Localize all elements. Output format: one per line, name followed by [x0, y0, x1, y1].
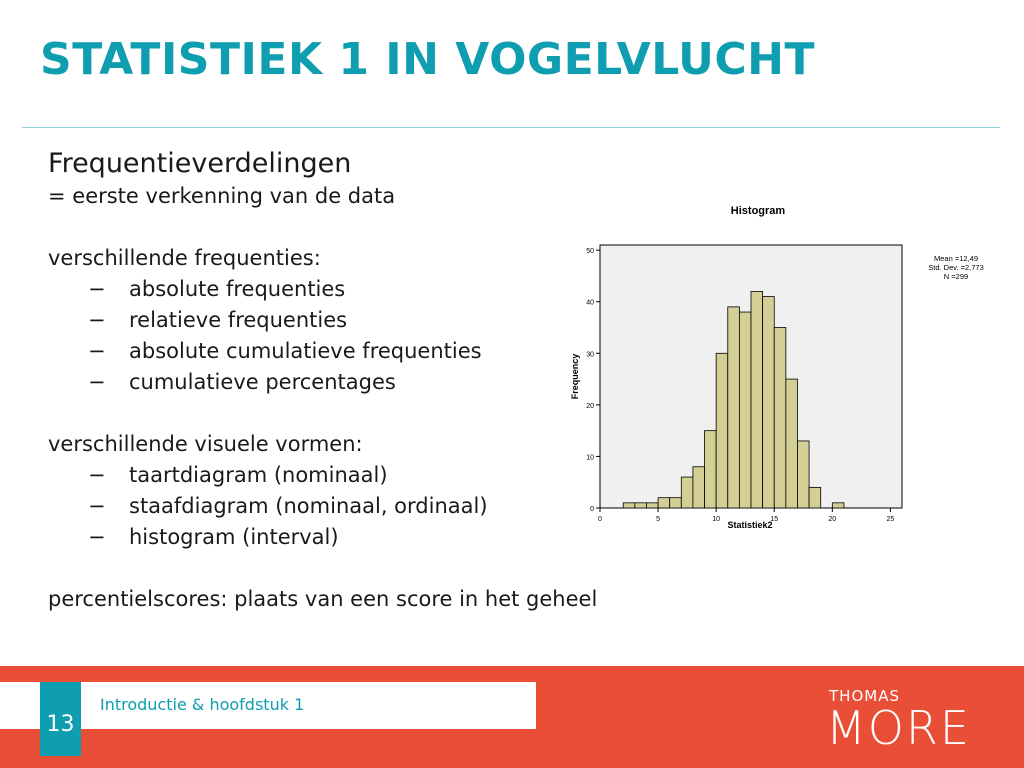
logo-thomas: THOMAS [829, 687, 900, 705]
bullet-text: cumulatieve percentages [129, 370, 396, 394]
dash-bullet: − [88, 308, 106, 332]
histogram-bar [705, 431, 717, 508]
subheading: = eerste verkenning van de data [48, 184, 396, 208]
histogram-bar [646, 503, 658, 508]
x-tick-label: 25 [886, 516, 895, 523]
histogram-bar [809, 487, 821, 508]
x-tick-label: 5 [656, 516, 661, 523]
dash-bullet: − [88, 339, 106, 363]
section-heading: Frequentieverdelingen [48, 148, 352, 179]
y-tick-label: 10 [586, 454, 594, 462]
bullet-text: taartdiagram (nominaal) [129, 463, 388, 487]
page-number: 13 [40, 682, 81, 756]
histogram-chart [555, 195, 995, 540]
footer-course-title: Introductie & hoofdstuk 1 [100, 695, 305, 714]
x-axis-label: Statistiek2 [727, 520, 773, 530]
stats-mean: Mean =12,49 [934, 254, 978, 263]
histogram-bar [635, 503, 647, 508]
histogram-bar [693, 467, 705, 508]
visual-forms-label: verschillende visuele vormen: [48, 432, 363, 456]
chart-title: Histogram [730, 205, 786, 217]
histogram-bar [797, 441, 809, 508]
histogram-bar [670, 498, 682, 508]
slide-title: STATISTIEK 1 IN VOGELVLUCHT [40, 34, 816, 85]
y-tick-label: 40 [586, 299, 594, 307]
y-tick-label: 0 [590, 506, 594, 513]
x-tick-label: 15 [770, 516, 779, 523]
y-axis-ticks [586, 248, 600, 513]
dash-bullet: − [88, 463, 106, 487]
histogram-bar [728, 307, 740, 508]
histogram-bar [623, 503, 635, 508]
stats-std-dev: Std. Dev. =2,773 [928, 263, 984, 272]
histogram-bar [751, 291, 763, 508]
bullet-text: absolute cumulatieve frequenties [129, 339, 482, 363]
bullet-text: histogram (interval) [129, 525, 339, 549]
histogram-bar [786, 379, 798, 508]
logo-more: MORE [826, 701, 971, 755]
bullet-text: absolute frequenties [129, 277, 346, 301]
y-tick-label: 20 [586, 402, 594, 410]
dash-bullet: − [88, 277, 106, 301]
stats-n: N =299 [943, 272, 969, 281]
dash-bullet: − [88, 370, 106, 394]
histogram-bar [763, 297, 775, 508]
closing-line: percentielscores: plaats van een score in het geheel [48, 587, 598, 611]
title-divider [22, 127, 1000, 128]
histogram-bar [739, 312, 751, 508]
y-axis-label: Frequency [570, 353, 580, 400]
x-tick-label: 10 [712, 516, 721, 523]
x-tick-label: 20 [828, 516, 837, 523]
histogram-bar [658, 498, 670, 508]
y-tick-label: 50 [586, 248, 594, 256]
bullet-text: relatieve frequenties [129, 308, 348, 332]
y-tick-label: 30 [586, 351, 594, 359]
x-tick-label: 0 [598, 516, 602, 523]
dash-bullet: − [88, 494, 106, 518]
bullet-text: staafdiagram (nominaal, ordinaal) [129, 494, 488, 518]
histogram-bar [832, 503, 844, 508]
histogram-bar [774, 328, 786, 508]
frequencies-label: verschillende frequenties: [48, 246, 321, 270]
histogram-bar [681, 477, 693, 508]
histogram-bar [716, 353, 728, 508]
dash-bullet: − [88, 525, 106, 549]
